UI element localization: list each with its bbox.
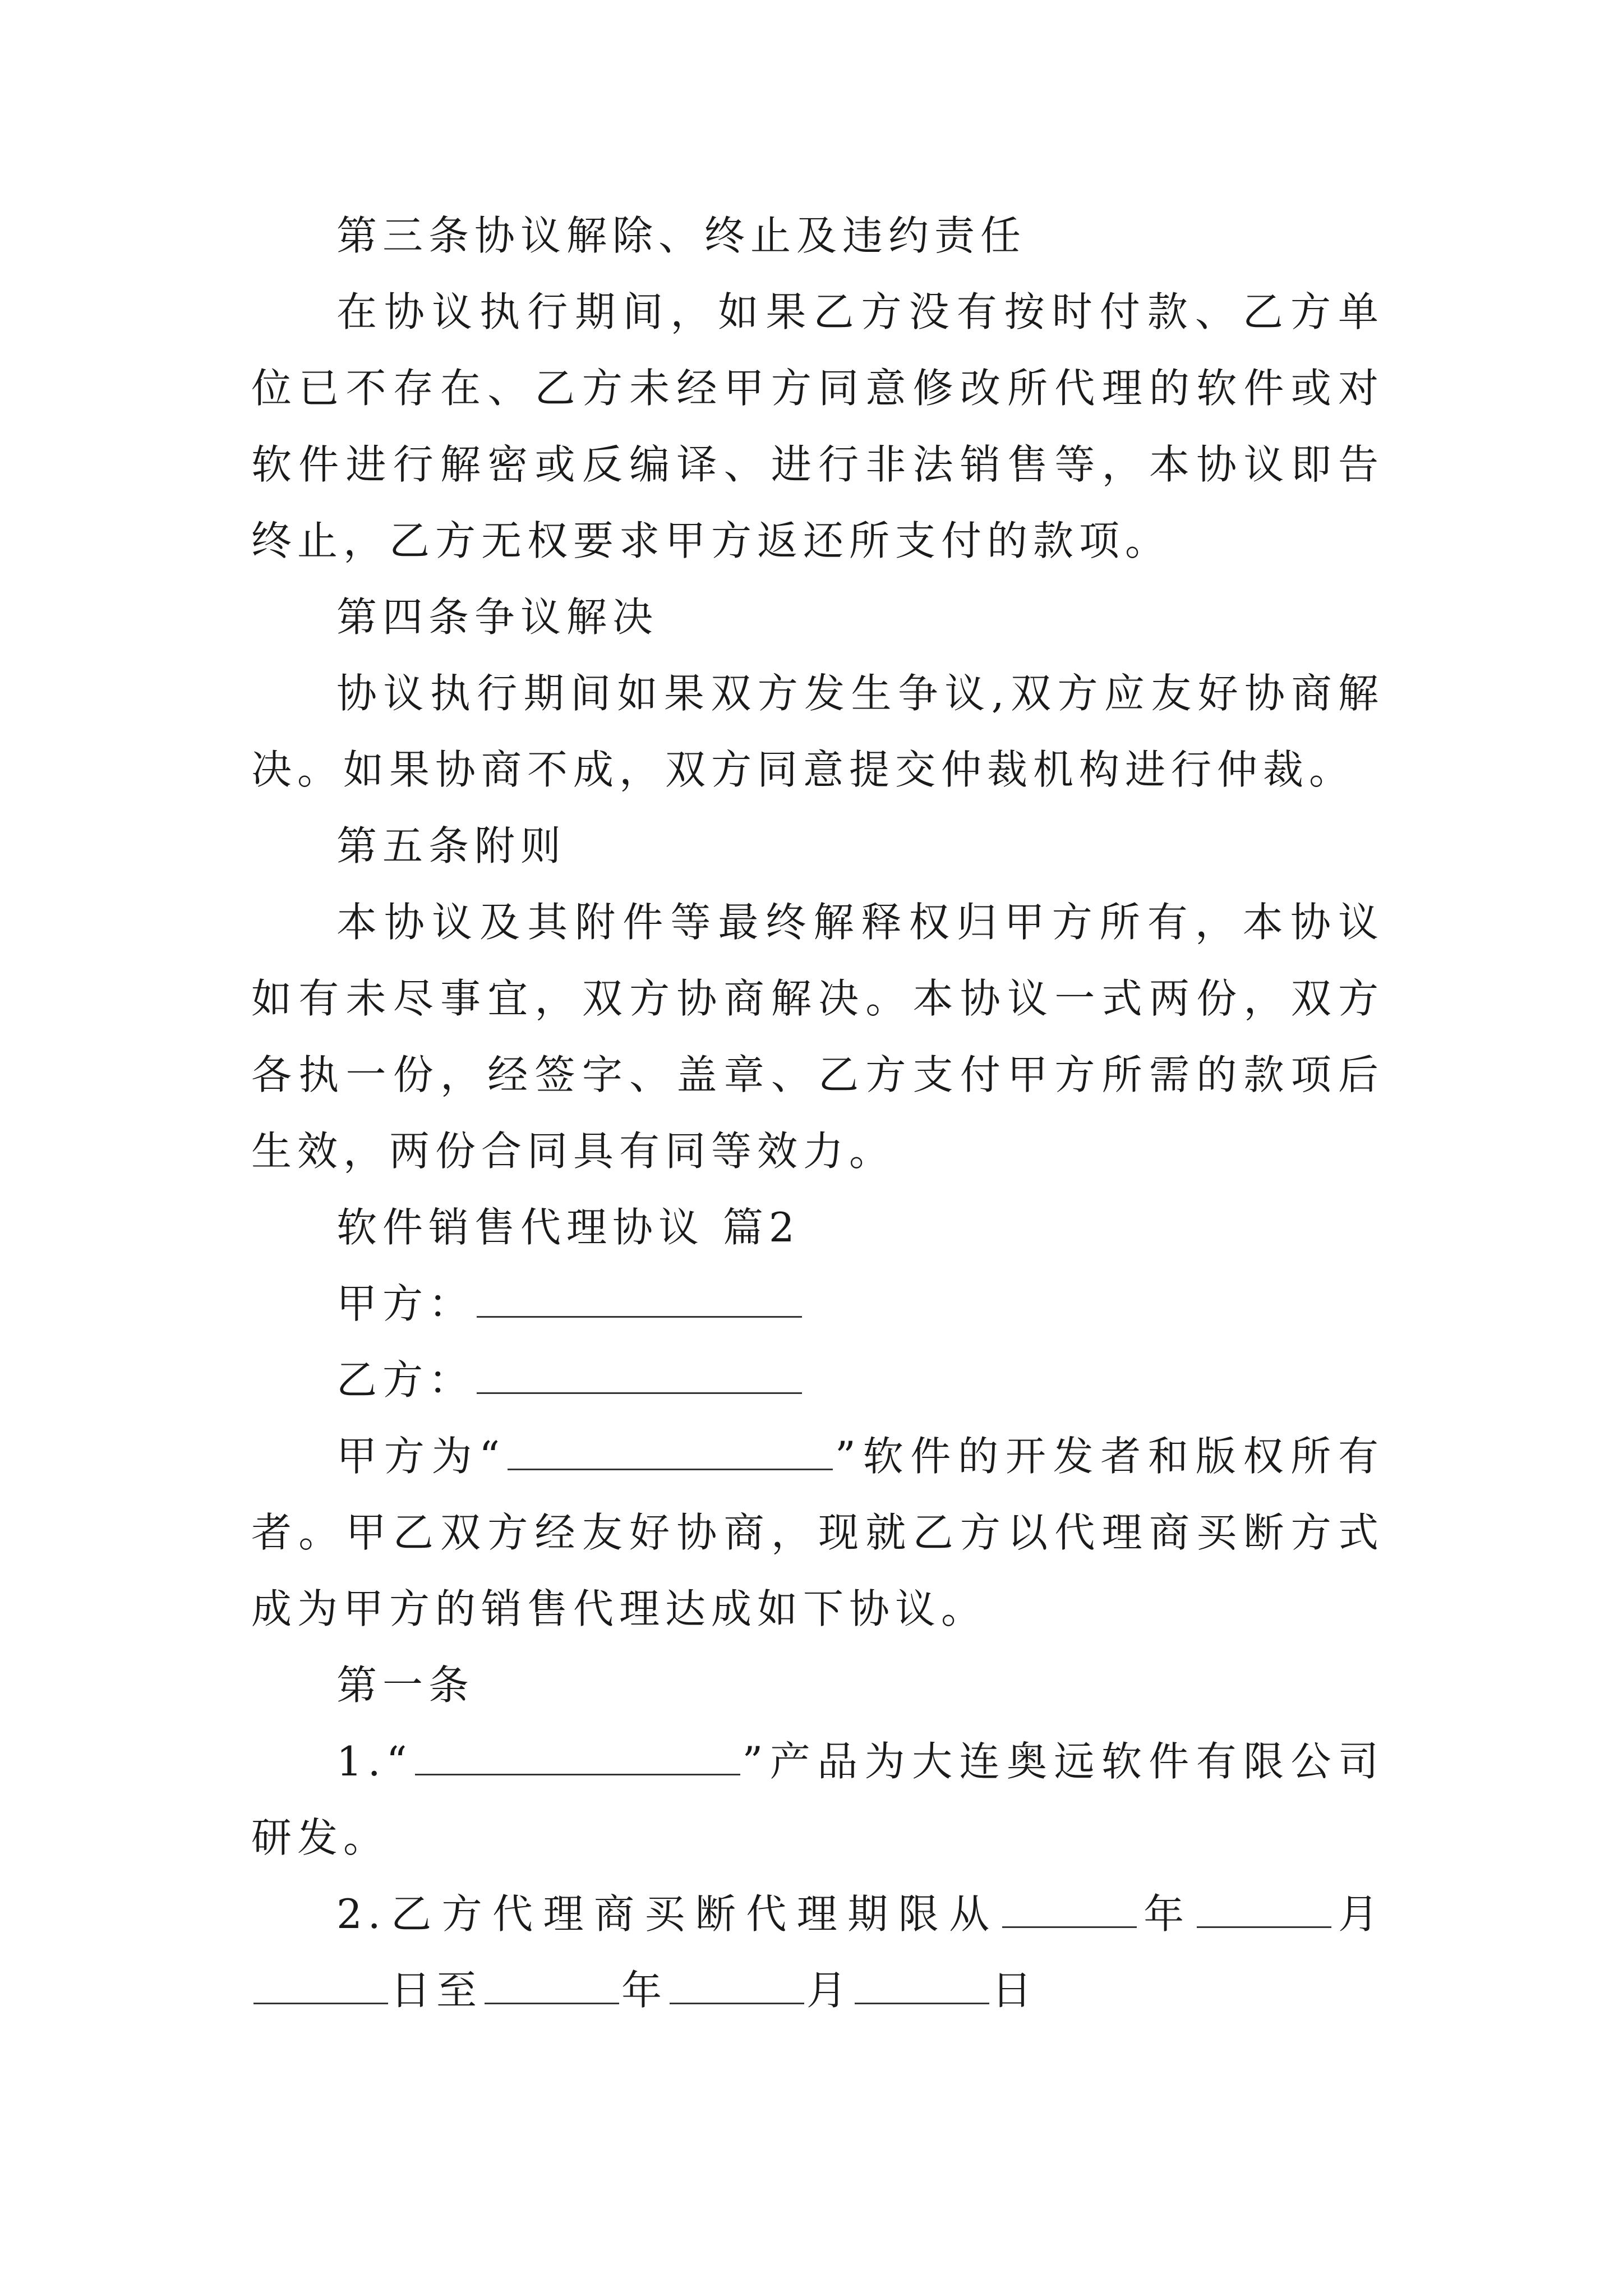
end-year-label: 年: [621, 1967, 668, 2014]
end-month-label: 月: [806, 1967, 853, 2014]
article5-heading: 第五条附则: [336, 822, 567, 869]
start-year-blank: [1002, 1886, 1137, 1928]
article4-body: 协议执行期间如果双方发生争议,双方应友好协商解决。如果协商不成，双方同意提交仲裁机构进行仲裁。: [251, 670, 1384, 793]
document-body: [251, 197, 1384, 2028]
article4-heading: 第四条争议解决: [336, 593, 659, 641]
software-name-blank: [508, 1428, 833, 1470]
item2-prefix: 2.乙方代理商买断代理期限从: [336, 1890, 1000, 1938]
end-day-blank: [855, 1962, 989, 2004]
item1-paragraph: [251, 1723, 1384, 1876]
item1-suffix: ”产品为大连奥远软件有限公司研发。: [251, 1738, 1384, 1861]
party-b-label: 乙方：: [336, 1356, 475, 1404]
intro-paragraph: [251, 1418, 1384, 1647]
start-year-label: 年: [1138, 1890, 1195, 1938]
end-day-label: 日: [992, 1967, 1038, 2014]
intro-prefix: 甲方为“: [336, 1433, 506, 1480]
day-to-label: 日至: [390, 1967, 483, 2014]
section-title: 软件销售代理协议 篇2: [336, 1204, 800, 1251]
article3-heading: 第三条协议解除、终止及违约责任: [336, 212, 1027, 259]
item2-paragraph: [251, 1876, 1384, 2028]
party-a-blank: [477, 1276, 802, 1318]
party-a-label: 甲方：: [336, 1280, 475, 1327]
end-year-blank: [485, 1962, 619, 2004]
article1-heading: 第一条: [336, 1662, 475, 1709]
party-b-blank: [477, 1352, 802, 1394]
article3-body: 在协议执行期间，如果乙方没有按时付款、乙方单位已不存在、乙方未经甲方同意修改所代理的软件或对软件进行解密或反编译、进行非法销售等，本协议即告终止，乙方无权要求甲方返还所支付的款项。: [251, 288, 1384, 564]
item1-prefix: 1.“: [336, 1738, 413, 1785]
party-a-line: [251, 1266, 1384, 1342]
party-b-line: [251, 1342, 1384, 1418]
end-month-blank: [670, 1962, 804, 2004]
article5-body: 本协议及其附件等最终解释权归甲方所有，本协议如有未尽事宜，双方协商解决。本协议一式两份，双方各执一份，经签字、盖章、乙方支付甲方所需的款项后生效，两份合同具有同等效力。: [251, 899, 1384, 1175]
start-month-blank: [1197, 1886, 1331, 1928]
product-name-blank: [415, 1733, 740, 1775]
start-day-blank: [253, 1962, 388, 2004]
start-month-label: 月: [1333, 1890, 1384, 1938]
intro-suffix: ”软件的开发者和版权所有者。甲乙双方经友好协商，现就乙方以代理商买断方式成为甲方的销售代理达成如下协议。: [251, 1433, 1385, 1632]
